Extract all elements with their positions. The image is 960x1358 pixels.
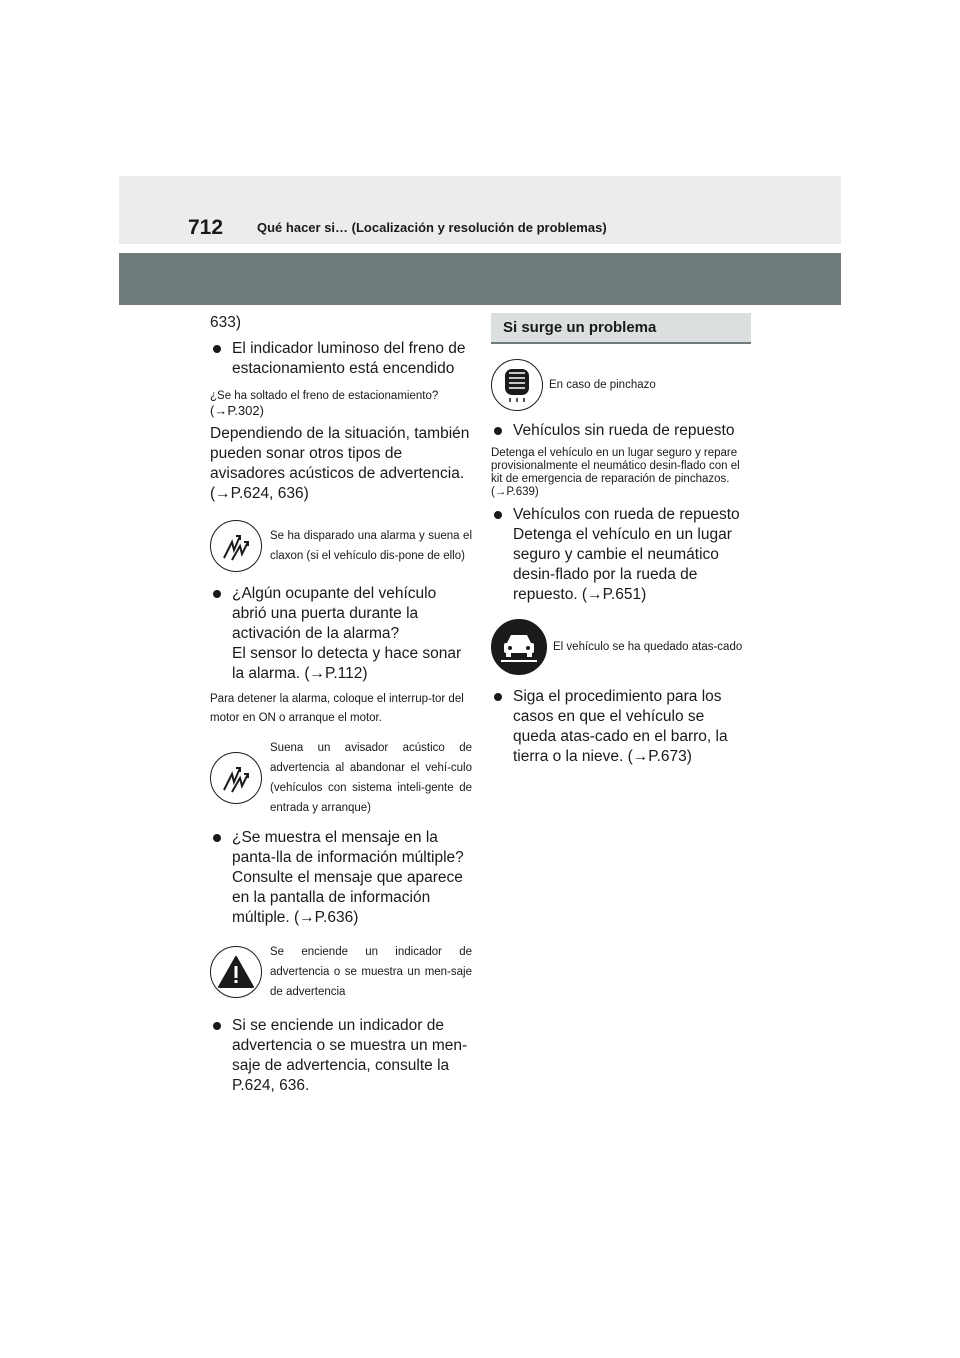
alarm-icon — [210, 752, 262, 804]
bullet-parking-brake: El indicador luminoso del freno de estacionamiento está encendido — [210, 339, 472, 379]
warning-row — [210, 942, 472, 1002]
stuck-car-icon — [491, 619, 547, 675]
para-warning-sounds: Dependiendo de la situación, también pueden sonar otros tipos de avisadores acústicos de advertencia. (→P.624, 636) — [210, 425, 470, 502]
alarm-row — [210, 520, 472, 572]
right-column — [491, 313, 751, 767]
stuck-label: El vehículo se ha quedado atas-cado — [553, 641, 743, 653]
tire-icon — [491, 359, 543, 411]
buzzer-row — [210, 738, 472, 818]
page-number: 712 — [188, 216, 224, 239]
warning-label: Se enciende un indicador de advertencia o se muestra un men-saje de advertencia — [270, 946, 472, 998]
tire-label: En caso de pinchazo — [549, 379, 656, 391]
bullet-message-shown: ¿Se muestra el mensaje en la panta-lla de información múltiple? — [210, 828, 472, 868]
buzzer-label: Suena un avisador acústico de advertencia al abandonar el vehí-culo (vehículos con sistema inteli-gente de entrada y arranque) — [270, 742, 472, 814]
tire-row — [491, 359, 751, 411]
page-title: Qué hacer si… (Localización y resolución de problemas) — [257, 220, 607, 235]
alarm-icon — [210, 520, 262, 572]
warning-icon — [210, 946, 262, 998]
section-title: Si surge un problema — [491, 313, 751, 344]
bullet-door-detail: El sensor lo detecta y hace sonar la alarma. (→P.112) — [232, 645, 462, 682]
bullet-stuck: Siga el procedimiento para los casos en que el vehículo se queda atas-cado en el barro, la tierra o la nieve. (→P.673) — [491, 687, 751, 767]
ref-parking-brake: (→P.302) — [210, 403, 264, 418]
bullet-warning-light: Si se enciende un indicador de advertencia o se muestra un men-saje de advertencia, consulte la P.624, 636. — [210, 1016, 472, 1096]
bullet-message-detail: Consulte el mensaje que aparece en la pantalla de información múltiple. (→P.636) — [232, 869, 463, 926]
bullet-door-opened: ¿Algún ocupante del vehículo abrió una puerta durante la activación de la alarma? — [210, 584, 472, 644]
note-no-spare: Detenga el vehículo en un lugar seguro y repare provisionalmente el neumático desin-flado con el kit de emergencia de reparación de pinchazos. (→P.639) — [491, 447, 740, 498]
section-band — [119, 253, 841, 305]
left-column — [210, 313, 472, 1096]
bullet-with-spare: Vehículos con rueda de repuesto — [491, 505, 751, 525]
bullet-no-spare: Vehículos sin rueda de repuesto — [491, 421, 751, 441]
stuck-row — [491, 619, 751, 675]
alarm-label: Se ha disparado una alarma y suena el claxon (si el vehículo dis-pone de ello) — [270, 530, 472, 562]
note-parking-brake: ¿Se ha soltado el freno de estacionamiento? — [210, 390, 439, 402]
note-stop-alarm: Para detener la alarma, coloque el interrup-tor del motor en ON o arranque el motor. — [210, 693, 464, 724]
bullet-with-spare-detail: Detenga el vehículo en un lugar seguro y cambie el neumático desin-flado por la rueda de repuesto. (→P.651) — [513, 526, 732, 603]
continuation-text: 633) — [210, 314, 242, 331]
